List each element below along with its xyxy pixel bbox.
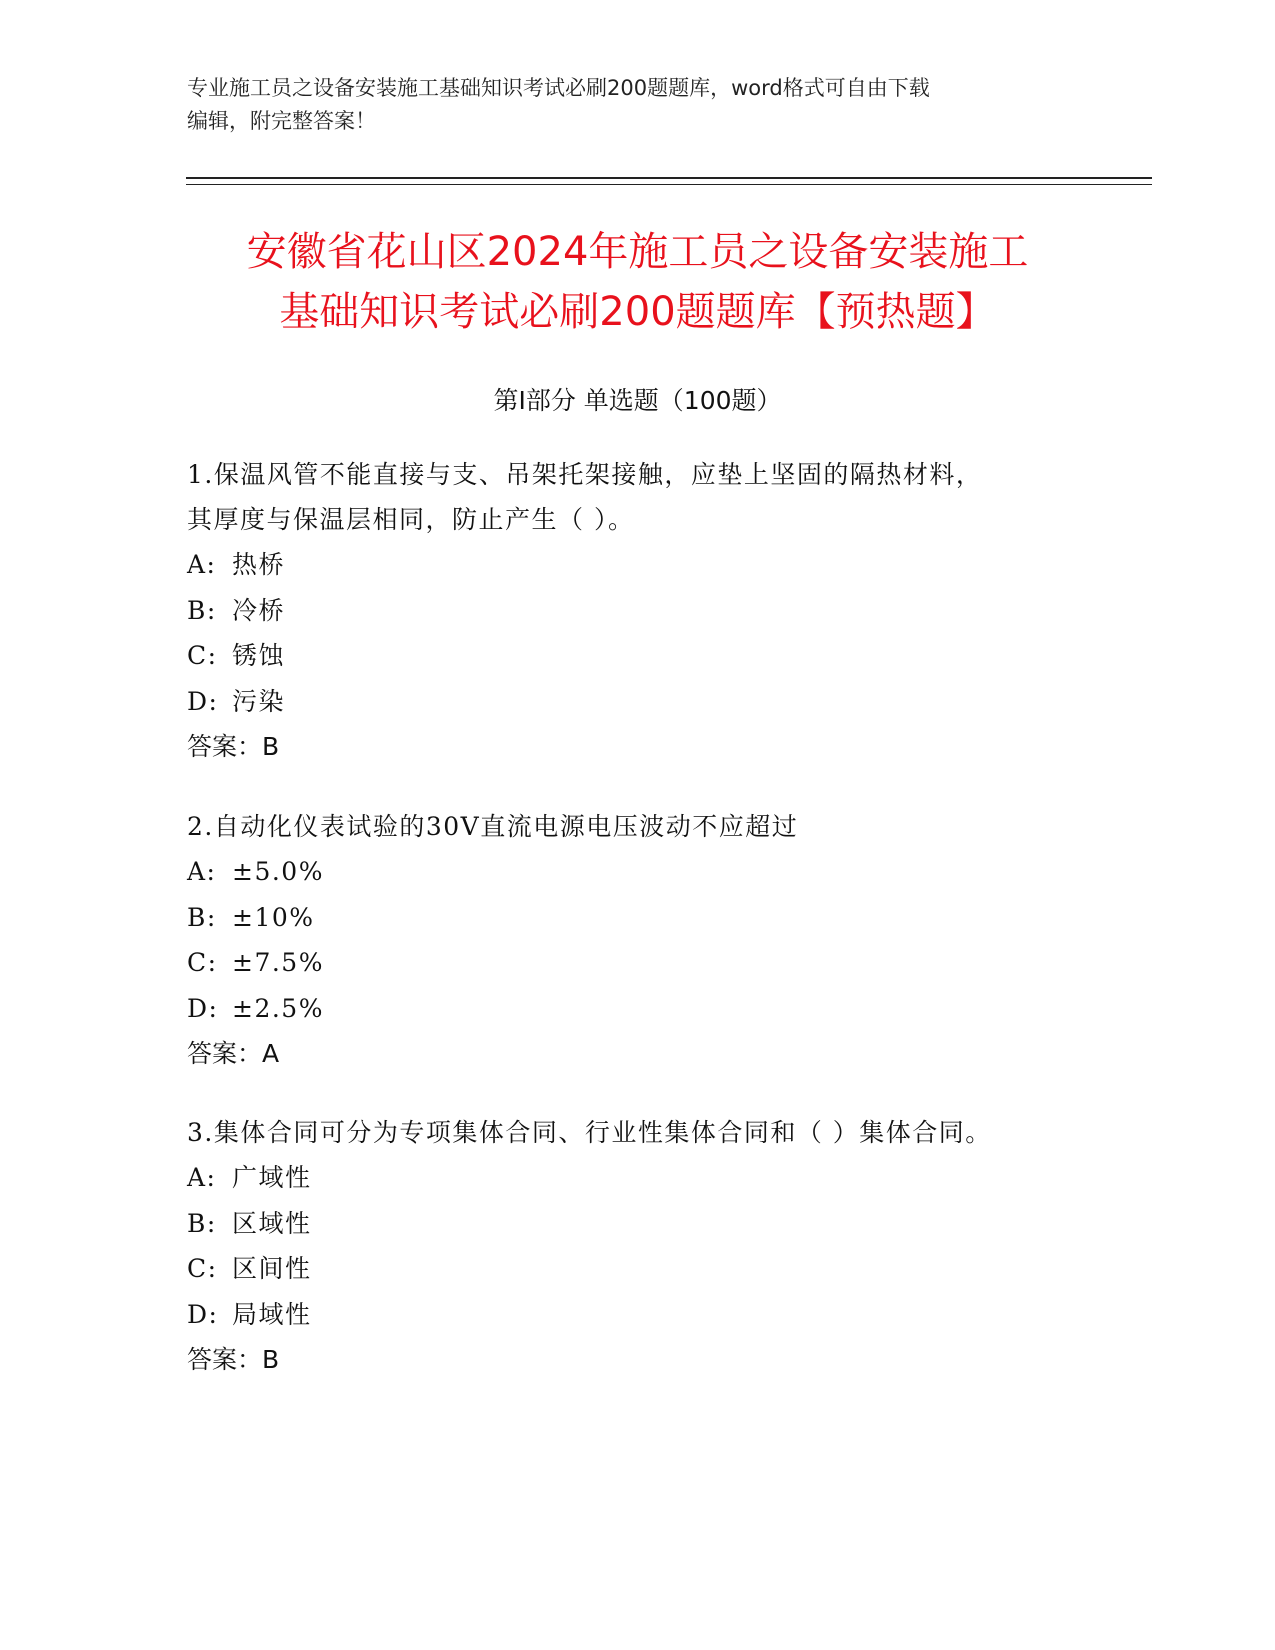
header-note-line-1: 专业施工员之设备安装施工基础知识考试必刷200题题库，word格式可自由下载 [187, 76, 930, 100]
question-stem [187, 452, 1137, 542]
option-letter: D: [187, 993, 219, 1023]
answer: 答案：B [187, 1345, 280, 1374]
option-letter: A: [187, 550, 217, 579]
option-text: 区域性 [232, 1208, 312, 1238]
question-stem-line: 1.保温风管不能直接与支、吊架托架接触，应垫上坚固的隔热材料， [187, 460, 983, 489]
question-stem-line: 2.自动化仪表试验的30V直流电源电压波动不应超过 [187, 812, 799, 841]
header-divider-thin [186, 184, 1152, 185]
question-stem-line: 3.集体合同可分为专项集体合同、行业性集体合同和（ ）集体合同。 [187, 1118, 992, 1147]
option-letter: D: [187, 1299, 219, 1329]
option-letter: C: [187, 641, 218, 670]
option-text: ±5.0% [232, 857, 324, 886]
option-text: 局域性 [232, 1299, 312, 1329]
document-title [150, 222, 1125, 342]
option-letter: A: [187, 1163, 217, 1192]
option-letter: C: [187, 948, 218, 977]
option-c [187, 1246, 1137, 1292]
option-b [187, 1201, 1137, 1247]
document-title-line-1: 安徽省花山区2024年施工员之设备安装施工 [246, 229, 1029, 275]
option-text: 区间性 [232, 1254, 312, 1283]
option-text: 锈蚀 [232, 641, 286, 670]
answer: 答案：A [187, 1039, 280, 1068]
question-2 [187, 804, 1137, 1077]
option-c [187, 940, 1137, 986]
option-text: ±10% [232, 902, 315, 932]
answer: 答案：B [187, 732, 280, 761]
option-b [187, 895, 1137, 941]
option-d [187, 1292, 1137, 1338]
option-text: 广域性 [232, 1163, 312, 1192]
option-c [187, 633, 1137, 679]
question-stem [187, 1110, 1137, 1155]
option-text: 冷桥 [232, 595, 286, 625]
option-text: 热桥 [232, 550, 286, 579]
option-a [187, 1155, 1137, 1201]
option-a [187, 542, 1137, 588]
option-letter: B: [187, 1208, 217, 1238]
option-d [187, 986, 1137, 1032]
option-a [187, 849, 1137, 895]
question-3 [187, 1110, 1137, 1383]
option-letter: B: [187, 595, 217, 625]
option-text: ±7.5% [232, 948, 324, 977]
question-stem [187, 804, 1137, 849]
option-d [187, 679, 1137, 725]
option-letter: B: [187, 902, 217, 932]
option-text: ±2.5% [232, 993, 324, 1023]
option-b [187, 588, 1137, 634]
option-text: 污染 [232, 686, 286, 716]
header-divider-thick [186, 177, 1152, 179]
question-stem-line: 其厚度与保温层相同，防止产生（ ）。 [187, 505, 635, 534]
option-letter: C: [187, 1254, 218, 1283]
option-letter: A: [187, 857, 217, 886]
section-heading: 第I部分 单选题（100题） [493, 386, 782, 415]
header-note-line-2: 编辑，附完整答案！ [187, 109, 376, 133]
document-title-line-2: 基础知识考试必刷200题题库【预热题】 [279, 289, 996, 335]
header-note [187, 72, 1087, 138]
option-letter: D: [187, 686, 219, 716]
question-1 [187, 452, 1137, 770]
